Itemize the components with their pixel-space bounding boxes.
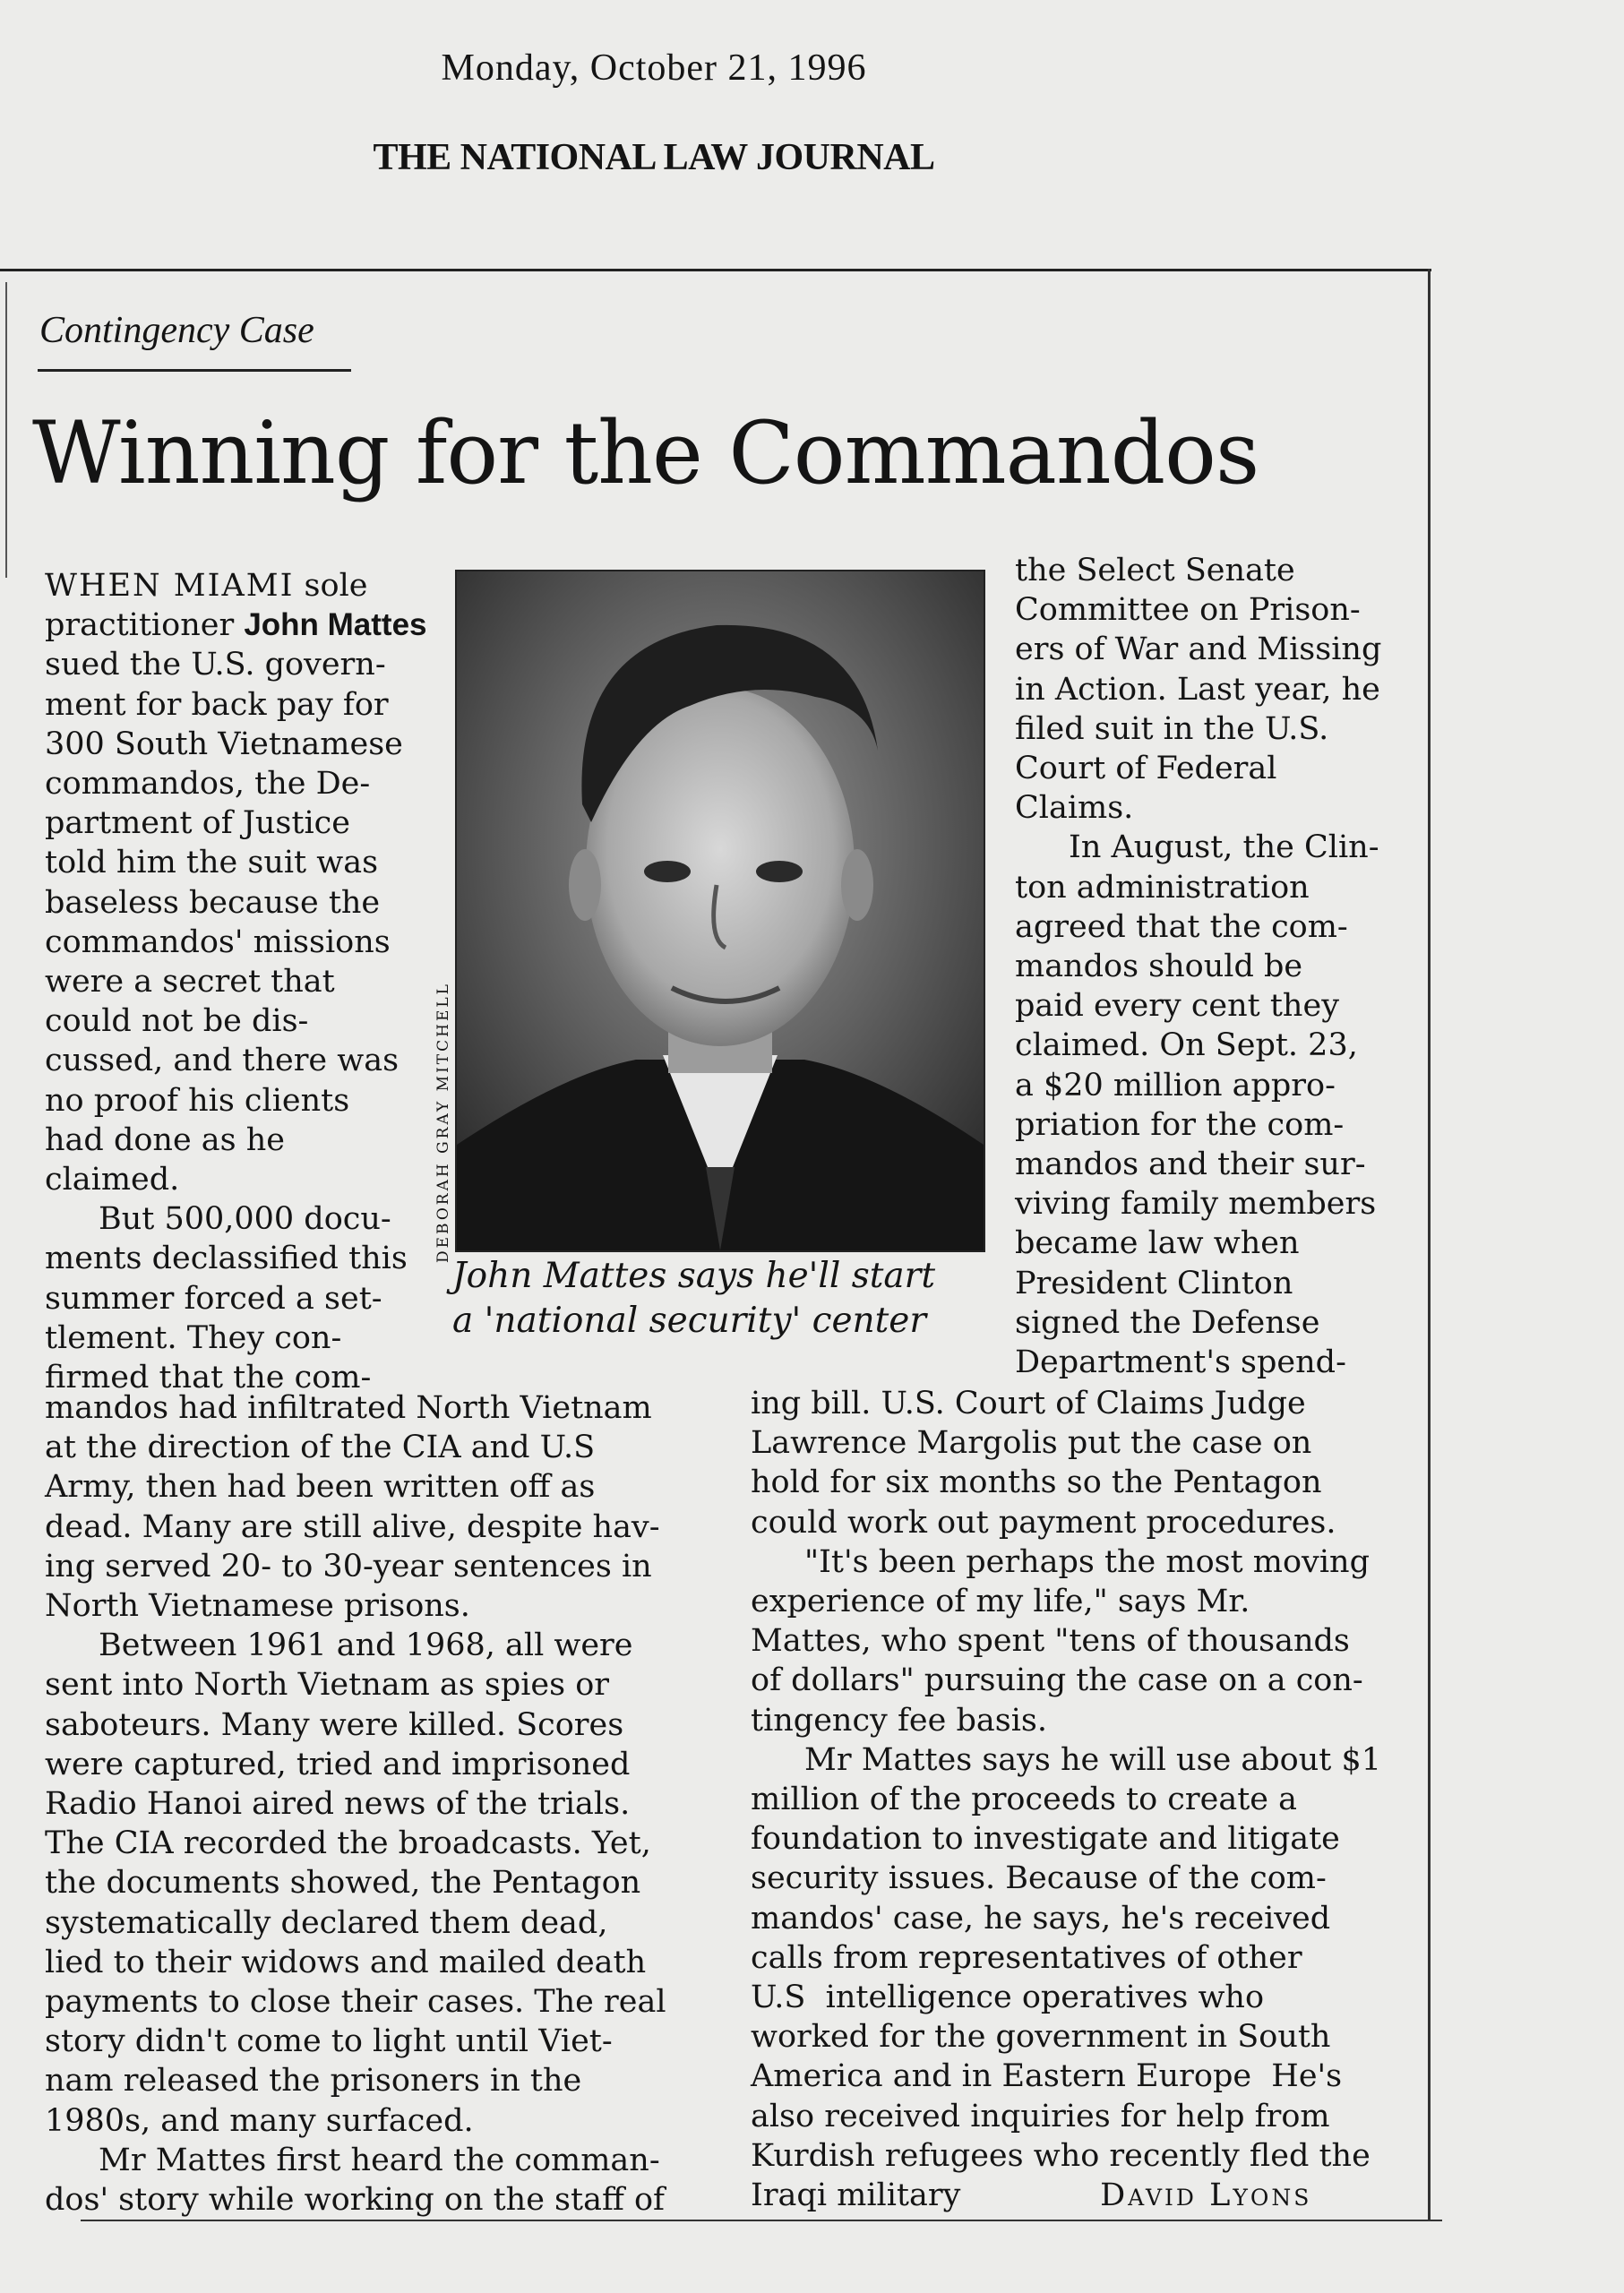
paragraph-7: "It's been perhaps the most moving experience of my life," says Mr. Mattes, who spent "tens of thousands of dollars" pursuing the case on a con- tingency fee basis. — [751, 1543, 1370, 1739]
clipping-top-border — [0, 269, 1431, 271]
column1-narrow — [45, 566, 427, 1397]
portrait-photo — [457, 571, 984, 1250]
paragraph-2: But 500,000 docu- ments declassified this summer forced a set- tlement. They con- firmed that the com- — [45, 1201, 408, 1396]
photo-caption — [452, 1254, 990, 1344]
kicker-underline — [38, 369, 351, 372]
paragraph-8: Mr Mattes says he will use about $1 million of the proceeds to create a foundation to investigate and litigate security issues. Because of the com- mandos' case, he says, he's received calls from representatives of other U.S intelligence operatives who worked for the government in South America and in Eastern Europe He's also received inquiries for help from Kurdish refugees who recently fled the — [751, 1741, 1382, 2174]
clipping-bottom-border — [81, 2220, 1442, 2221]
issue-date: Monday, October 21, 1996 — [441, 47, 867, 89]
paragraph-6: In August, the Clin- ton administration agreed that the com- mandos should be paid every cent they claimed. On Sept. 23, a $20 million appro- priation for the com- mandos and their sur- viving family members became law when President Clinton signed the Defense Department's spend- — [1015, 829, 1379, 1381]
paragraph-2-continued: mandos had infiltrated North Vietnam at the direction of the CIA and U.S Army, then had been written off as dead. Many are still alive, despite hav- ing served 20- to 30-year sentences in North Vietnamese prisons. — [45, 1390, 660, 1625]
lead-in-caps: WHEN MIAMI — [45, 568, 295, 604]
paragraph-3: Between 1961 and 1968, all were sent into North Vietnam as spies or saboteurs. Many were killed. Scores were captured, tried and imprisoned Radio Hanoi aired news of the trials. The CIA recorded the broadcasts. Yet, the documents showed, the Pentagon systematically declared them dead, lied to their widows and mailed death payments to close their cases. The real story didn't come to light until Viet- nam released the prisoners in the 1980s, and many surfaced. — [45, 1627, 666, 2139]
section-kicker: Contingency Case — [39, 310, 314, 351]
final-line: Iraqi military — [751, 2177, 961, 2214]
paragraph-5: the Select Senate Committee on Prison- ers of War and Missing in Action. Last year, he filed suit in the U.S. Court of Federal Claims. — [1015, 553, 1382, 827]
lead-in-rest: sole — [294, 568, 368, 604]
publication-name: THE NATIONAL LAW JOURNAL — [373, 137, 935, 178]
paragraph-6-continued: ing bill. U.S. Court of Claims Judge Lawrence Margolis put the case on hold for six months so the Pentagon could work out payment procedures. — [751, 1386, 1336, 1541]
article-headline: Winning for the Commandos — [32, 403, 1259, 503]
caption-line-2: a 'national security' center — [452, 1301, 927, 1341]
subject-name: John Mattes — [244, 607, 427, 643]
column2-wide — [751, 1384, 1381, 2215]
caption-line-1: John Mattes says he'll start — [452, 1256, 935, 1296]
photo-credit: DEBORAH GRAY MITCHELL — [434, 982, 452, 1263]
clipping-left-border — [5, 282, 7, 578]
clipping-right-border — [1428, 269, 1431, 2221]
lead-prefix: practitioner — [45, 607, 245, 644]
column2-narrow — [1015, 551, 1381, 1382]
column1-wide — [45, 1388, 666, 2220]
paragraph-1: sued the U.S. govern- ment for back pay for 300 South Vietnamese commandos, the De- partment of Justice told him the suit was baseless because the commandos' missions were a secret that could not be dis- cussed, and there was no proof his clients had done as he claimed. — [45, 647, 403, 1198]
paragraph-4: Mr Mattes first heard the comman- dos' story while working on the staff of — [45, 2142, 665, 2219]
byline: David Lyons — [1100, 2177, 1312, 2214]
